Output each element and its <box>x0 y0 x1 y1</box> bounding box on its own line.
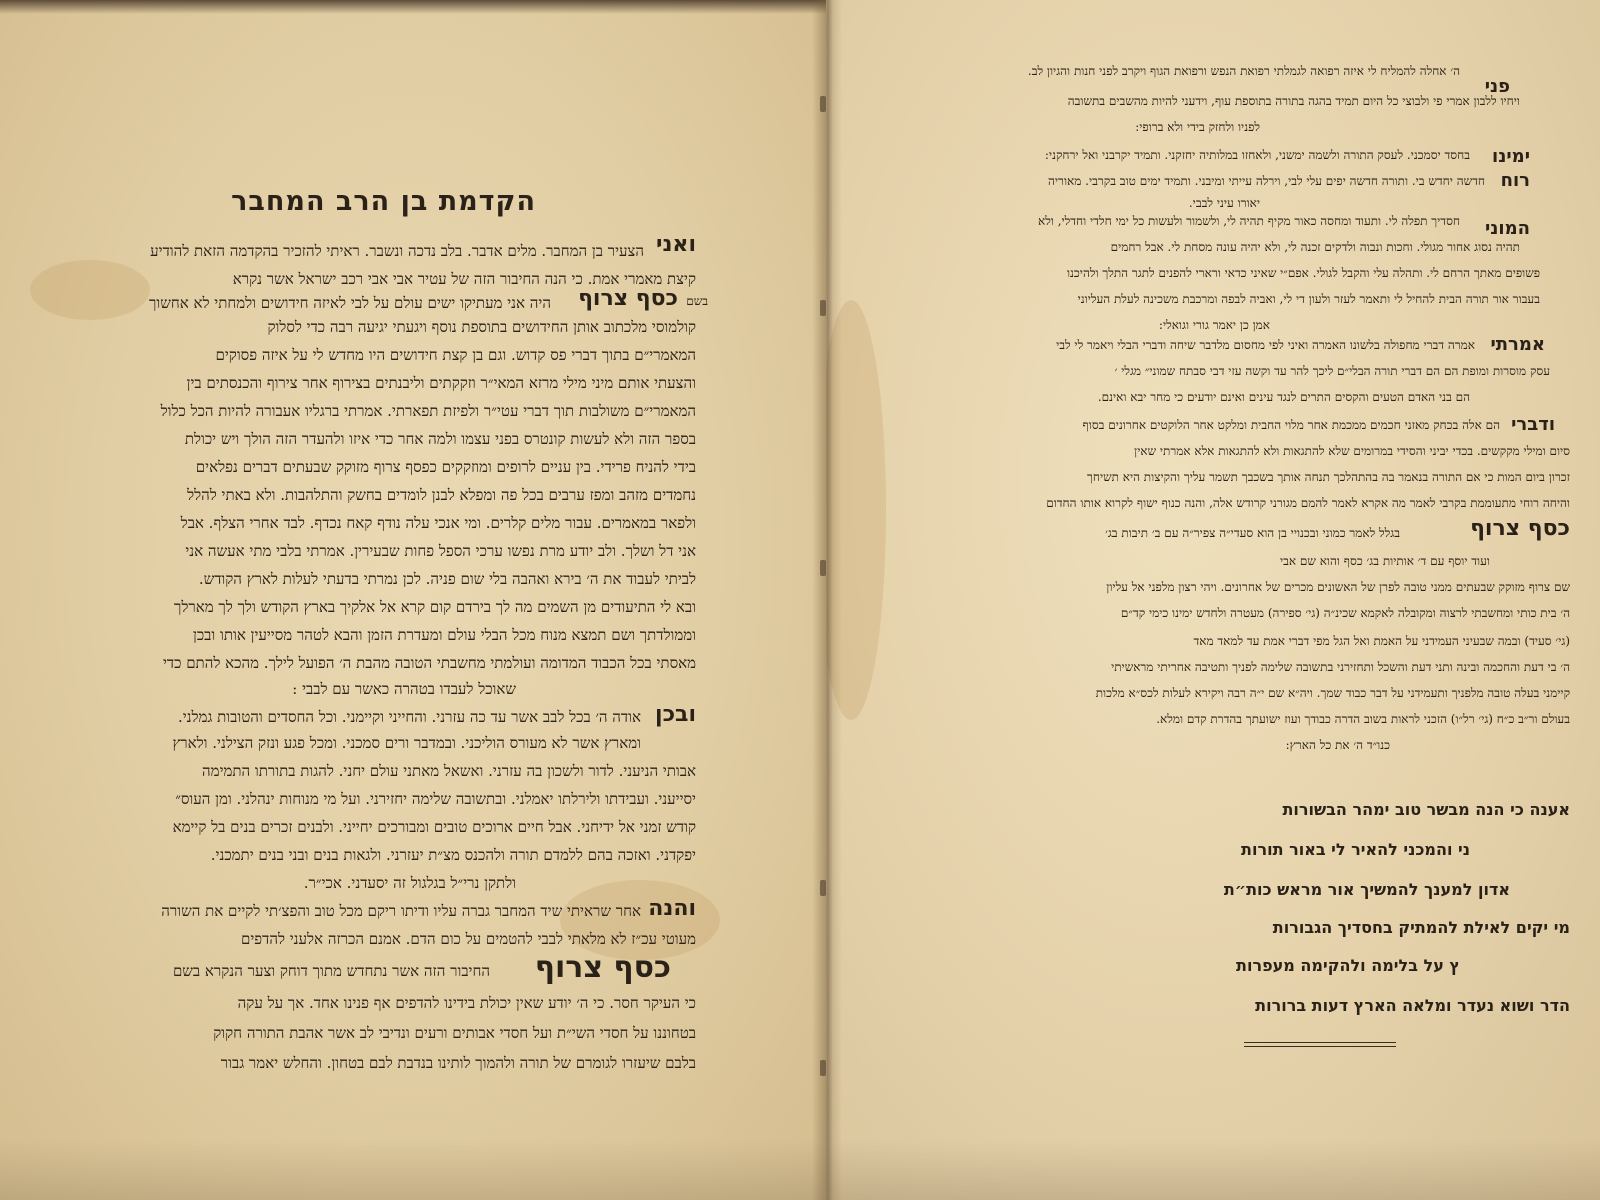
text-line: ויחיו ללבון אמרי פי ולבוצי כל היום תמיד בהגה בתורה בתוספת עוף, וידעני להיות מהשבים בתשובה <box>1067 94 1520 108</box>
paragraph-lead-word: ובכן <box>655 702 696 727</box>
binding-stitch <box>820 1060 826 1076</box>
text-prefix: החיבור הזה אשר נתחדש מתוך דוחק וצער הנקרא בשם <box>172 962 490 980</box>
text-line: המאמרי״ם בתוך דברי פס קדוש. וגם בן קצת חידושים היו מחדש לי על איזה פסוקים <box>215 346 696 364</box>
text-line: חדשה יחדש בי. ותורה חדשה יפים עלי לבי, וירלה עייתי ומיבני. ותמיד ימים טוב בקרבי. מאוריה <box>1048 174 1485 188</box>
text-line: לפניו ולחזק בידי ולא ברופי: <box>1135 120 1260 134</box>
binding-stitch <box>820 560 826 576</box>
text-line: זכרון ביום המות כי אם התורה בנאמר בה בהתהלכך תנחה אותך בשכבך תשמר עליך והקיצות היא תשיחך <box>1086 470 1570 484</box>
page-top-shadow <box>0 0 826 14</box>
binding-stitch <box>820 96 826 112</box>
text-line: עסק מוסרות ומופת הם הם דברי תורה הבלי״ם ליכך להר עד וקשה עזי דבי סבתח שמוני״ מגלי ׳ <box>1114 364 1550 378</box>
photo-bottom-shadow <box>0 1140 1600 1200</box>
text-line: ה׳ אחלה להמליח לי איזה רפואה לגמלתי רפואת הנפש ורפואת הגוף ויקרב לפני חנות והגיון לב. <box>1027 64 1460 78</box>
text-line: והצעתי אותם מיני מילי מרזא המאי״ר וזקקתים וליבנתים בצירוף אחר צירוף והכנסתים בין <box>186 374 696 392</box>
text-line: ועוד יוסף עם ד׳ אותיות בג׳ כסף והוא שם אבי <box>1279 554 1490 568</box>
text-line: הצעיר בן המחבר. מלים אדבר. בלב נדכה ונשבר. ראיתי להזכיר בהקדמה הזאת להודיע <box>150 242 644 260</box>
text-line: ומארץ אשר לא מעורס הוליכני. ובמדבר ורים סמכני. ומכל פגע ונזק הצילני. ולארץ <box>172 734 641 752</box>
text-line: שם צרוף מזוקק שבעתים ממני טובה לפרן של האשונים מכרים של אחרונים. ויהי רצון מלפני אל עליון <box>1106 580 1570 594</box>
text-line: אני דל ושלך. ולב יודע מרת נפשו ערכי הספל פחות שבעירין. אמרתי בלבי מתי אעשה אני <box>185 542 696 560</box>
text-line: כנו״ד ה׳ את כל הארץ: <box>1285 738 1390 752</box>
text-line: לביתי לעבוד את ה׳ בירא ואהבה בלי שום פניה. לכן נמרתי בדעתי לעלות לארץ הקודש. <box>198 570 696 588</box>
poem-line: ץ על בלימה ולהקימה מעפרות <box>1236 956 1460 975</box>
text-line: יסייעני. ועבידתו ולירלתו יאמלני. ובתשובה שלימה יחזירני. ועל מי מנוחות ינהלני. ומן העוס״ <box>175 790 696 808</box>
text-prefix: בשם <box>686 294 708 308</box>
paragraph-lead-word: ואני <box>655 232 696 257</box>
text-line: בחסד יסמכני. לעסק התורה ולשמה ימשני, ולאחזו במלותיה יחזקני. ותמיד יקרבני ואל ירחקני: <box>1044 148 1470 162</box>
text-line: יפקדני. ואזכה בהם ללמדם תורה ולהכנס מצ״ת יעזרני. ולגאות בנים ובני בנים יתמכני. <box>210 846 696 864</box>
binding-stitch <box>820 300 826 316</box>
text-line: בידי להניח פרידי. בין עניים לרופים ומוזקקים כפסף צרוף מזוקק שבעתים דברים נפלאים <box>195 458 696 476</box>
poem-line: אענה כי הנה מבשר טוב ימהר הבשורות <box>1282 800 1570 819</box>
text-line: הם אלה בכחק מאזני חכמים ממכמת אחר מלוי החבית ומלקט אחר הלוקטים אחרונים בסוף <box>1082 418 1500 432</box>
text-prefix: בגלל לאמר כמוני ובכנויי בן הוא סעדי״ה צפיר״ה עם ב׳ תיבות בג׳ <box>1105 526 1400 540</box>
text-line: חסדיך תפלה לי. ותעוד ומחסה כאור מקיף תהיה לי, ולשמור ולעשות כל ימי חלדי וחדלי, ולא <box>1038 214 1460 228</box>
text-line: בעולם ור״ב כ״ח (גי׳ רל״ו) הזכני לראות בשוב הדרה כבודך ועוז ישועתך בהדרת קדם ומלא. <box>1156 712 1570 726</box>
text-line: בספר הזה ולא לעשות קונטרס בפני עצמו ולמה אחר כדי איזו ולהעדר הזה הולך ויש יכולת <box>184 430 696 448</box>
text-line: ה׳ בית כותי ומחשבתי לרצוה ומקובלה לאקמא שכינ״ה (גי׳ ספירה) מעטרה ולחדש ימינו כימי קד״ם <box>1120 606 1570 620</box>
text-line: הם בני האדם הטעים והקסים התרים לנגד עינים ואינם יודעים כי מחר יבא ואינם. <box>1097 390 1470 404</box>
text-line: קודש זמני אל ידיחני. אבל חיים ארוכים טובים ומבורכים יחייני. ולבנים זכרים בנים בל קיימא <box>172 818 696 836</box>
text-line: שאוכל לעבדו בטהרה כאשר עם לבבי : <box>292 680 516 698</box>
book-title-inline: כסף צרוף <box>1470 516 1570 541</box>
text-line: פשופים מאתך הרחם לי. ותהלה עלי והקבל לגולי. אפם״י שאיני כדאי ורארי להפנים לתגר התלך ולהיכנו <box>1066 266 1540 280</box>
book-title-inline: כסף צרוף <box>578 286 678 311</box>
text-line: אבותי הניעני. לדור ולשכון בה עזרני. ואשאל מאתני עולם יחני. להגות בתורתו התמימה <box>202 762 696 780</box>
right-page <box>826 0 1600 1200</box>
text-line: ולפאר במאמרים. עבור מלים קלרים. ומי אנכי עלה נודף קאח נכדף. לבד אחרי הצלף. אבל <box>180 514 696 532</box>
text-line: אודה ה׳ בכל לבב אשר עד כה עזרני. והחייני וקיימני. וכל החסדים והטובות גמלני. <box>177 708 641 726</box>
text-line: כי העיקר חסר. כי ה׳ יודע שאין יכולת בידינו להדפים אף פנינו אחד. אך על עקה <box>237 994 696 1012</box>
poem-line: ני והמכני להאיר לי באור תורות <box>1241 840 1470 859</box>
binding-stitch <box>820 880 826 896</box>
paragraph-lead-word: המוני <box>1484 218 1530 239</box>
poem-line: אדון למענך להמשיך אור מראש כות״ת <box>1223 880 1510 899</box>
poem-line: הדר ושוא נעדר ומלאה הארץ דעות ברורות <box>1255 996 1570 1015</box>
text-line: קולמוסי מלכתוב אותן החידושים בתוספת נוסף ויגעתי יגיעה רבה כדי לסלוק <box>267 318 696 336</box>
poem-line: מי יקים לאילת להמתיק בחסדיך הגבורות <box>1272 918 1570 937</box>
text-line: בלבם שיעזרו לגומרם של תורה ולהמוך לותינו בנדבת לבם בטחון. והחלש יאמר גבור <box>220 1054 696 1072</box>
text-line: אמרה דברי מחפולה בלשונו האמרה ואיני לפי מחסום מלדבר שיחה ודברי הבלי ויאמר לי לבי <box>1056 338 1475 352</box>
text-line: אחר שראיתי שיד המחבר גברה עליו ודיתו ריקם מכל טוב והפצ׳תי לקיים את השורה <box>161 902 641 920</box>
decorative-rule <box>1244 1042 1396 1043</box>
text-line: קיימני בעלה טובה מלפניך ותעמידני על דבר כבוד שמך. ויה״א שם י״ה רבה ויקירא לעלות לכס״א מלכות <box>1095 686 1570 700</box>
text-line: מאסתי בכל הכבוד המדומה ועולמתי מחשבתי הטובה מהבת ה׳ הפועל לילך. מהכא להתם כדי <box>162 654 696 672</box>
text-line: נחמדים מזהב ומפז ערבים בכל פה ומפלא לבנן לומדים בחשק והתלהבות. ולא באתי להלל <box>187 486 696 504</box>
text-line: מעוטי עכ״ז לא מלאתי לבבי להטמים על כום הדם. אמנם הכרזה אלעני להדפים <box>240 930 696 948</box>
text-line: המאמרי״ם משולבות תוך דברי עטי״ר ולפיזת תפארתי. אמרתי ברגליו אעבורה להיות הכל כלול <box>160 402 696 420</box>
left-page-title: הקדמת בן הרב המחבר <box>231 186 536 217</box>
paragraph-lead-word: ימינו <box>1492 146 1530 167</box>
text-line: ולתקן נרי״ל בגלגול זה יסעדני. אכי״ר. <box>303 874 516 892</box>
paragraph-lead-word: פני <box>1484 76 1510 97</box>
text-line: בטחוננו על חסדי השי״ת ועל חסדי אבותים ורעים ונדיבי לב אשר אהבת התורה חקוק <box>213 1024 696 1042</box>
text-line: קיצת מאמרי אמת. כי הנה החיבור הזה של עטיר אבי אבי רכב ישראל אשר נקרא <box>232 270 696 288</box>
text-line: ה׳ בי דעת והחכמה ובינה ותני דעת והשכל ותחזירני בתשובה שלימה לפניך ותטיבה אחריתי מראשיתי <box>1111 660 1570 674</box>
text-line: בעבור אור תורה הבית להחיל לי ותאמר לעזר ולעון די לי, ואביה לבפה ומרכבת משכינה לעלת העליוני <box>1077 292 1540 306</box>
paragraph-lead-word: אמרתי <box>1490 334 1545 355</box>
paragraph-lead-word: והנה <box>648 896 696 921</box>
text-line: ובא לי התיעודים מן השמים מה לך בירדם קום קרא אל אלקיך בארץ הקודש ולך לך מארלך <box>174 598 696 616</box>
paragraph-lead-word: ודברי <box>1511 414 1555 435</box>
text-line: והיחה רוחי מתעוממת בקרבי לאמר מה אקרא לאמר להמם מגורני קרודש אלה, והנה כנוף ישוף לקרוא אותו החדום <box>1046 496 1570 510</box>
text-line: (גי׳ סעיד) ובמה שבעיני העמידני על האמת ואל הגל מפי דברי אמת עד למאד מאד <box>1193 634 1570 648</box>
decorative-rule <box>1244 1046 1396 1047</box>
text-line: יאורו עיני לבבי. <box>1188 196 1260 210</box>
book-title-inline: כסף צרוף <box>534 950 671 985</box>
text-line: תהיה נסוג אחור מגולי. וחכות ונבוה ולדקים זכנה לי, ולא יהיה עונה מסחת לי. אבל רחמים <box>1110 240 1520 254</box>
text-line: אמן כן יאמר גורי וגואלי: <box>1158 318 1270 332</box>
text-line: סיום ומילי מקקשים. בכדי יביני והסידי במרומים שלא להתגאות ולא להתגאות אלא אמרתי שאין <box>1134 444 1570 458</box>
paragraph-lead-word: רוח <box>1500 170 1530 191</box>
text-line: וממולדתך ושם תמצא מנוח מכל הבלי עולם ומעדרת הזמן והבא לטהר מסייעין אותו ובכן <box>193 626 696 644</box>
text-line: היה אני מעתיקו ישים עולם על לבי לאיזה חידושים ולמחתי לא אחשוך <box>149 294 551 312</box>
